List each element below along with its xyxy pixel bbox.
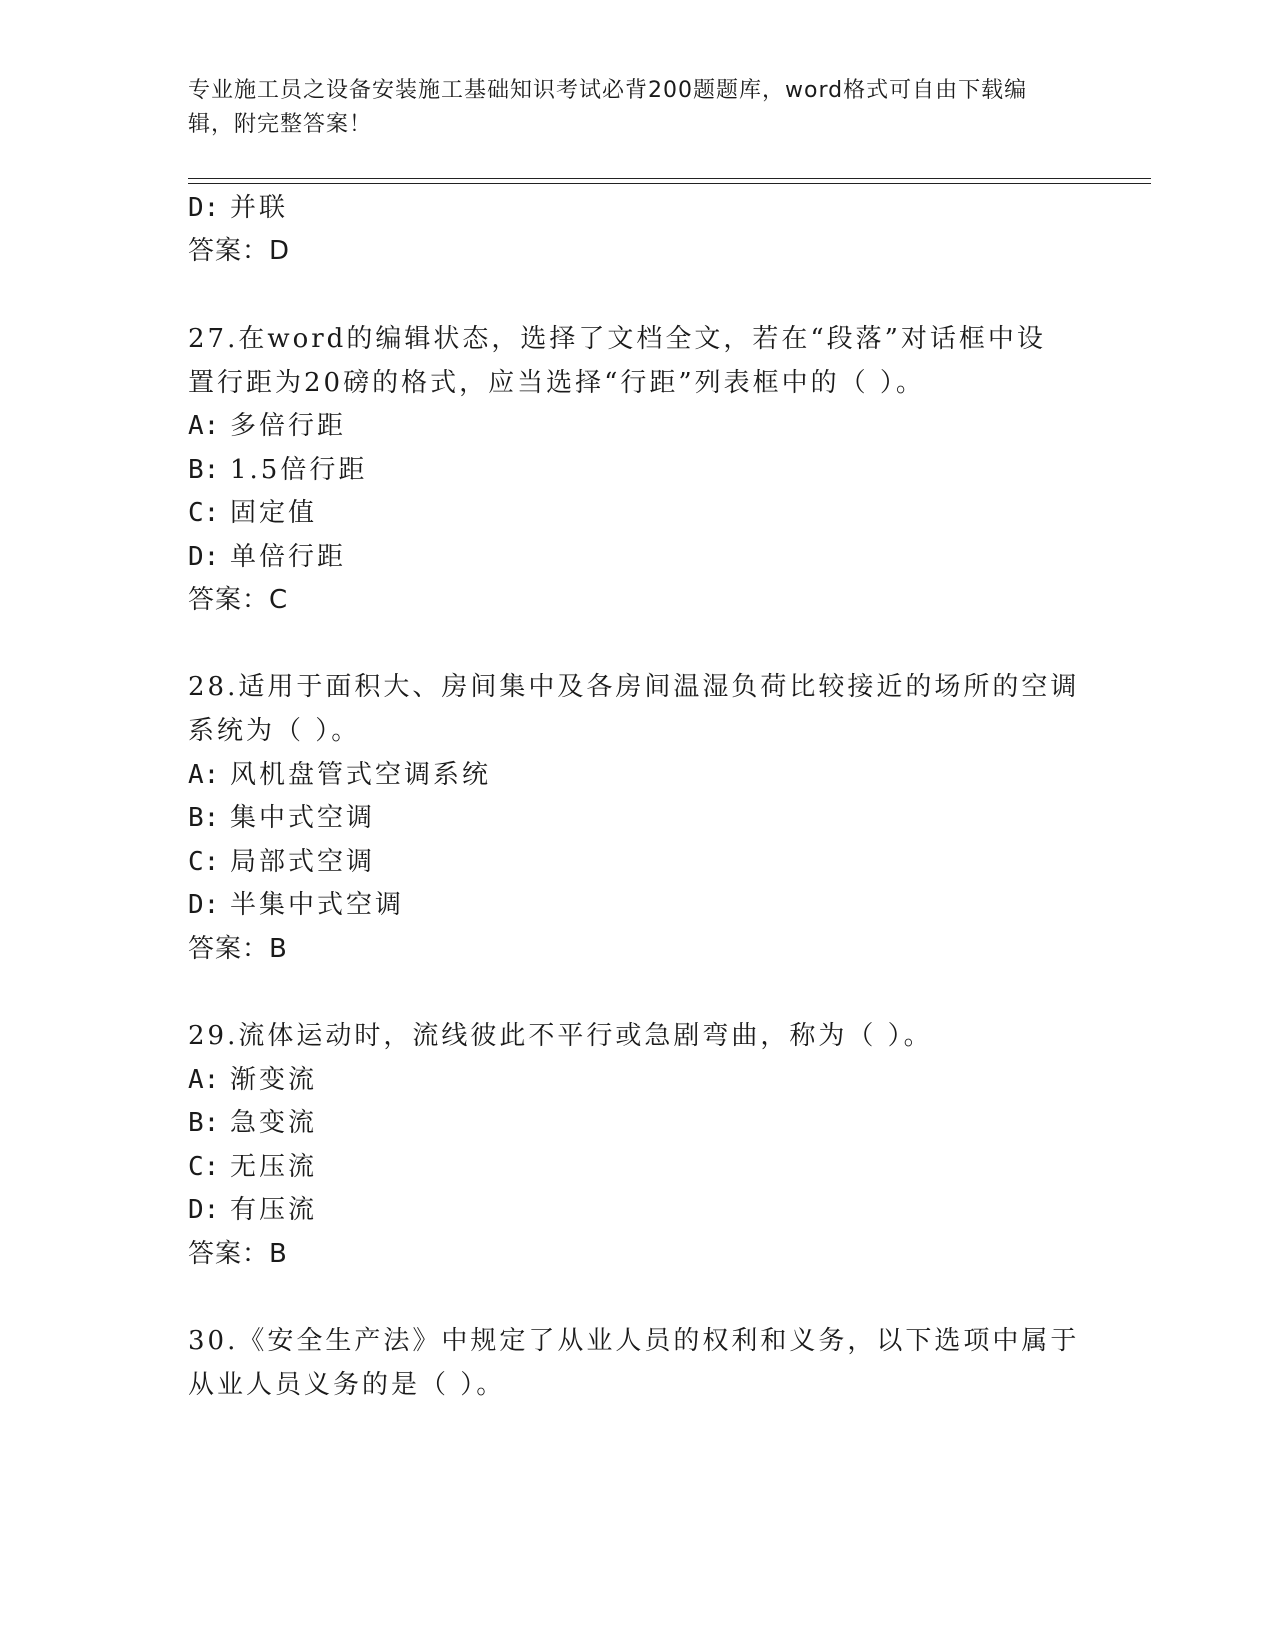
option-key: B: (188, 803, 220, 833)
option-d (188, 1192, 317, 1228)
question-27-line-1: 27.在word的编辑状态，选择了文档全文，若在“段落”对话框中设 (188, 324, 1046, 354)
option-c (188, 1149, 317, 1185)
header-rule-top (188, 178, 1151, 179)
question-29-line-1: 29.流体运动时，流线彼此不平行或急剧弯曲，称为（ ）。 (188, 1021, 933, 1051)
option-key: D: (188, 193, 220, 223)
option-key: A: (188, 411, 220, 441)
answer-line: 答案：B (188, 1239, 288, 1269)
option-key: D: (188, 542, 220, 572)
option-text: 单倍行距 (230, 542, 347, 572)
option-text: 风机盘管式空调系统 (230, 760, 492, 790)
option-text: 多倍行距 (230, 411, 347, 441)
header-rule-bottom (188, 183, 1151, 184)
option-text: 固定值 (230, 498, 318, 528)
option-b (188, 1105, 317, 1141)
question-27-line-2: 置行距为20磅的格式，应当选择“行距”列表框中的（ ）。 (188, 368, 925, 398)
option-key: D: (188, 890, 220, 920)
option-key: B: (188, 1108, 220, 1138)
option-c (188, 495, 317, 531)
answer-line: 答案：B (188, 934, 288, 964)
option-a (188, 408, 346, 444)
answer-line: 答案：D (188, 236, 291, 266)
option-text: 急变流 (230, 1108, 318, 1138)
option-text: 半集中式空调 (230, 890, 405, 920)
option-key: C: (188, 498, 220, 528)
option-c (188, 844, 375, 880)
option-key: C: (188, 847, 220, 877)
option-b (188, 452, 367, 488)
option-text: 1.5倍行距 (230, 455, 368, 485)
page-header: 专业施工员之设备安装施工基础知识考试必背200题题库，word格式可自由下载编辑，附完整答案！ (188, 78, 1028, 137)
option-text: 集中式空调 (230, 803, 376, 833)
question-28-line-2: 系统为（ ）。 (188, 716, 361, 746)
question-28-line-1: 28.适用于面积大、房间集中及各房间温湿负荷比较接近的场所的空调 (188, 672, 1080, 702)
option-d (188, 887, 404, 923)
option-b (188, 800, 375, 836)
option-key: B: (188, 455, 220, 485)
option-a (188, 757, 491, 793)
option-text: 无压流 (230, 1152, 318, 1182)
option-d (188, 190, 288, 226)
question-30-line-1: 30.《安全生产法》中规定了从业人员的权利和义务，以下选项中属于 (188, 1326, 1080, 1356)
option-text: 并联 (230, 193, 289, 223)
option-key: A: (188, 760, 220, 790)
option-key: D: (188, 1195, 220, 1225)
option-text: 有压流 (230, 1195, 318, 1225)
option-key: C: (188, 1152, 220, 1182)
option-key: A: (188, 1065, 220, 1095)
question-30-line-2: 从业人员义务的是（ ）。 (188, 1370, 506, 1400)
option-text: 渐变流 (230, 1065, 318, 1095)
option-text: 局部式空调 (230, 847, 376, 877)
option-a (188, 1062, 317, 1098)
option-d (188, 539, 346, 575)
answer-line: 答案：C (188, 585, 289, 615)
